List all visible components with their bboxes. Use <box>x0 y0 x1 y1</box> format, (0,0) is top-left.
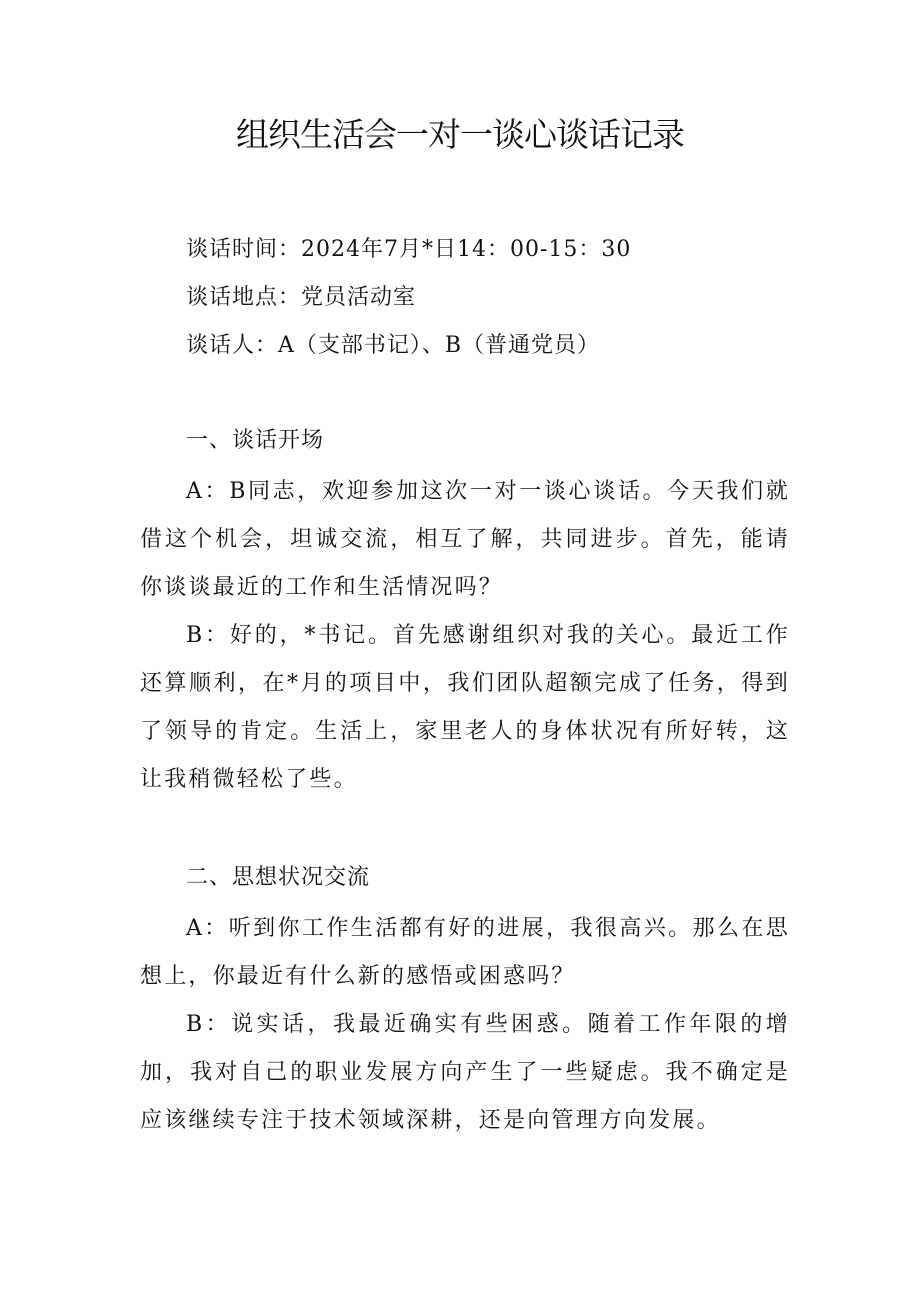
meeting-time: 谈话时间：2024年7月*日14：00-15：30 <box>186 237 632 262</box>
section-opening <box>140 420 790 804</box>
meeting-participants: 谈话人：A（支部书记）、B（普通党员） <box>186 333 601 358</box>
dialogue-paragraph: B：说实话，我最近确实有些困惑。随着工作年限的增加，我对自己的职业发展方向产生了一些疑虑。我不确定是应该继续专注于技术领域深耕，还是向管理方向发展。 <box>140 1012 790 1133</box>
section-heading: 一、谈话开场 <box>186 428 325 453</box>
meeting-info <box>186 229 631 373</box>
section-thoughts <box>140 857 790 1145</box>
section-heading: 二、思想状况交流 <box>186 865 371 890</box>
dialogue-paragraph: A：B同志，欢迎参加这次一对一谈心谈话。今天我们就借这个机会，坦诚交流，相互了解，共同进步。首先，能请你谈谈最近的工作和生活情况吗？ <box>140 479 790 600</box>
dialogue-paragraph: A：听到你工作生活都有好的进展，我很高兴。那么在思想上，你最近有什么新的感悟或困惑吗？ <box>140 916 790 989</box>
meeting-place: 谈话地点：党员活动室 <box>186 285 417 310</box>
document-title: 组织生活会一对一谈心谈话记录 <box>236 115 684 154</box>
dialogue-paragraph: B：好的，*书记。首先感谢组织对我的关心。最近工作还算顺利，在*月的项目中，我们团队超额完成了任务，得到了领导的肯定。生活上，家里老人的身体状况有所好转，这让我稍微轻松了些。 <box>140 623 790 792</box>
